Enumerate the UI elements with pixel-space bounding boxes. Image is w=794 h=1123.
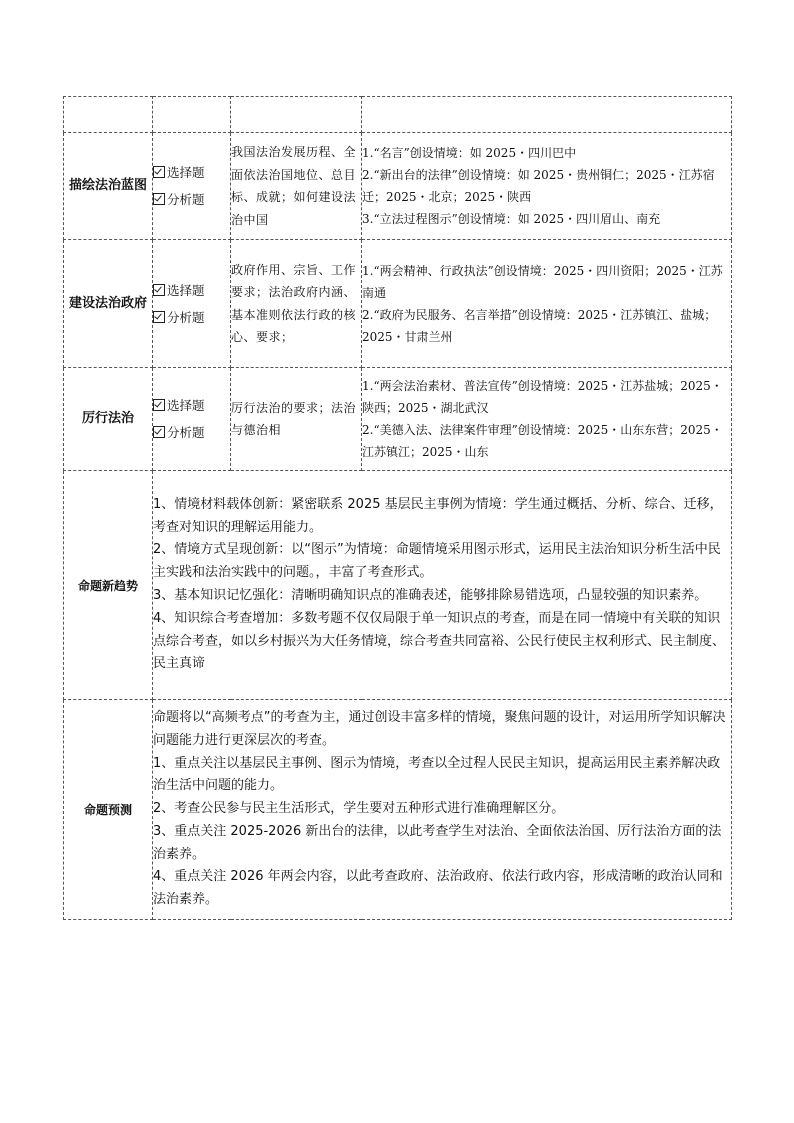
checked-box-icon	[153, 399, 165, 411]
question-type-item: 分析题	[153, 186, 230, 213]
checked-box-icon	[153, 311, 165, 323]
question-type-item: 选择题	[153, 392, 230, 419]
header-cell	[64, 97, 153, 133]
scenario-item: 1.“两会精神、行政执法”创设情境：2025・四川资阳；2025・江苏南通	[362, 263, 723, 300]
checked-box-icon	[153, 426, 165, 438]
forecast-paragraph: 2、考查公民参与民主生活形式，学生要对五种形式进行准确理解区分。	[153, 801, 565, 817]
checked-box-icon	[153, 193, 165, 205]
header-row	[64, 97, 732, 133]
knowledge-cell: 政府作用、宗旨、工作要求；法治政府内涵、基本准则依法行政的核心、要求；	[231, 240, 362, 368]
forecast-row	[64, 700, 732, 920]
question-type-cell	[153, 368, 231, 471]
question-type-item: 分析题	[153, 304, 230, 331]
trend-row	[64, 471, 732, 700]
knowledge-cell: 厉行法治的要求；法治与德治相	[231, 368, 362, 471]
trend-label: 命题新趋势	[64, 471, 153, 700]
header-cell	[231, 97, 362, 133]
table-row	[64, 240, 732, 368]
scenario-cell	[362, 368, 732, 471]
forecast-content	[153, 700, 732, 920]
scenario-item: 2.“政府为民服务、名言举措”创设情境：2025・江苏镇江、盐城；2025・甘肃兰州	[362, 307, 717, 344]
forecast-paragraph: 命题将以“高频考点”的考查为主，通过创设丰富多样的情境，聚焦问题的设计，对运用所学知识解决问题能力进行更深层次的考查。	[153, 709, 726, 748]
scenario-item: 2.“美德入法、法律案件审理”创设情境：2025・山东东营；2025・江苏镇江；2025・山东	[362, 423, 723, 459]
scenario-item: 3.“立法过程图示”创设情境：如 2025・四川眉山、南充	[362, 212, 661, 226]
checked-box-icon	[153, 284, 165, 296]
forecast-paragraph: 1、重点关注以基层民主事例、图示为情境，考查以全过程人民民主知识，提高运用民主素养解决政治生活中问题的能力。	[153, 755, 721, 794]
topic-cell: 描绘法治蓝图	[64, 133, 153, 240]
trend-paragraph: 2、情境方式呈现创新：以“图示”为情境：命题情境采用图示形式，运用民主法治知识分析生活中民主实践和法治实践中的问题。，丰富了考查形式。	[153, 542, 721, 581]
question-type-item: 选择题	[153, 159, 230, 186]
knowledge-cell: 我国法治发展历程、全面依法治国地位、总目标、成就；如何建设法治中国	[231, 133, 362, 240]
trend-paragraph: 4、知识综合考查增加：多数考题不仅仅局限于单一知识点的考查，而是在同一情境中有关联的知识点综合考查，如以乡村振兴为大任务情境，综合考查共同富裕、公民行使民主权利形式、民主制度、民主真谛	[153, 610, 726, 672]
trend-content	[153, 471, 732, 700]
forecast-label: 命题预测	[64, 700, 153, 920]
topic-cell: 厉行法治	[64, 368, 153, 471]
forecast-paragraph: 3、重点关注 2025-2026 新出台的法律，以此考查学生对法治、全面依法治国、厉行法治方面的法治素养。	[153, 823, 722, 862]
scenario-cell	[362, 133, 732, 240]
header-cell	[153, 97, 231, 133]
question-type-cell	[153, 133, 231, 240]
scenario-cell	[362, 240, 732, 368]
header-cell	[362, 97, 732, 133]
trend-paragraph: 1、情境材料载体创新：紧密联系 2025 基层民主事例为情境：学生通过概括、分析、综合、迁移，考查对知识的理解运用能力。	[153, 496, 723, 535]
checked-box-icon	[153, 166, 165, 178]
topic-cell: 建设法治政府	[64, 240, 153, 368]
forecast-paragraph: 4、重点关注 2026 年两会内容，以此考查政府、法治政府、依法行政内容，形成清晰的政治认同和法治素养。	[153, 869, 723, 908]
scenario-item: 2.“新出台的法律”创设情境：如 2025・贵州铜仁；2025・江苏宿迁；2025・北京；2025・陕西	[362, 168, 715, 204]
trend-paragraph: 3、基本知识记忆强化：清晰明确知识点的准确表述，能够排除易错选项，凸显较强的知识素养。	[153, 588, 708, 603]
scenario-item: 1.“名言”创设情境：如 2025・四川巴中	[362, 146, 577, 160]
question-type-cell	[153, 240, 231, 368]
exam-analysis-table	[63, 96, 732, 920]
table-row	[64, 133, 732, 240]
scenario-item: 1.“两会法治素材、普法宣传”创设情境：2025・江苏盐城；2025・陕西；2025・湖北武汉	[362, 379, 723, 415]
question-type-item: 选择题	[153, 277, 230, 304]
table-row	[64, 368, 732, 471]
question-type-item: 分析题	[153, 419, 230, 446]
